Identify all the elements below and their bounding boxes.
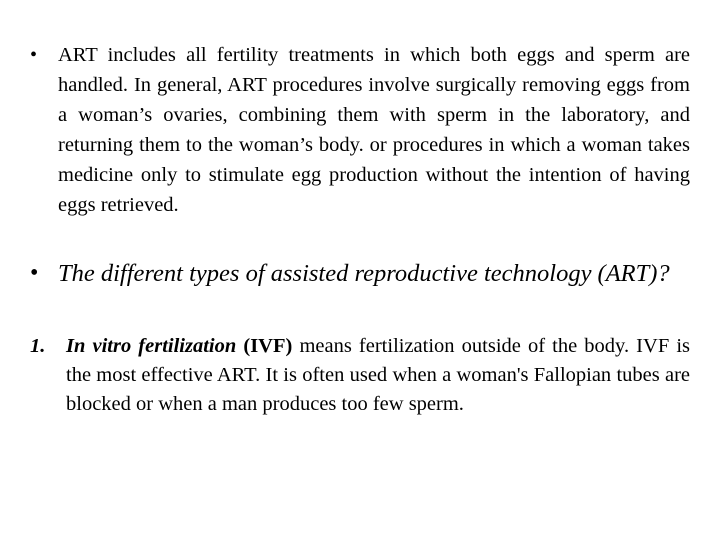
list-number: 1. [30, 335, 46, 357]
bullet-marker: • [30, 44, 38, 66]
bullet-heading-text: The different types of assisted reproductive technology (ART)? [58, 260, 670, 287]
numbered-item-text: means fertilization outside of the body. IVF is the most effective ART. It is often used when a woman's Fallopian tubes are blocked or when a man produces too few sperm. [66, 335, 690, 415]
bullet-text: ART includes all fertility treatments in which both eggs and sperm are handled. In general, ART procedures involve surgically removing eggs from a woman’s ovaries, combining them with sperm in the laboratory, and returning them to the woman’s body. or procedures in which a woman takes medicine only to stimulate egg production without the intention of having eggs retrieved. [58, 44, 690, 216]
bullet-art-definition [30, 40, 690, 220]
term-abbreviation: (IVF) [243, 335, 293, 357]
numbered-item-body [66, 332, 690, 419]
numbered-item-ivf [30, 332, 690, 419]
bullet-art-types-heading [30, 257, 690, 290]
term-ivf: In vitro fertilization [66, 335, 237, 357]
bullet-marker: • [30, 260, 39, 286]
